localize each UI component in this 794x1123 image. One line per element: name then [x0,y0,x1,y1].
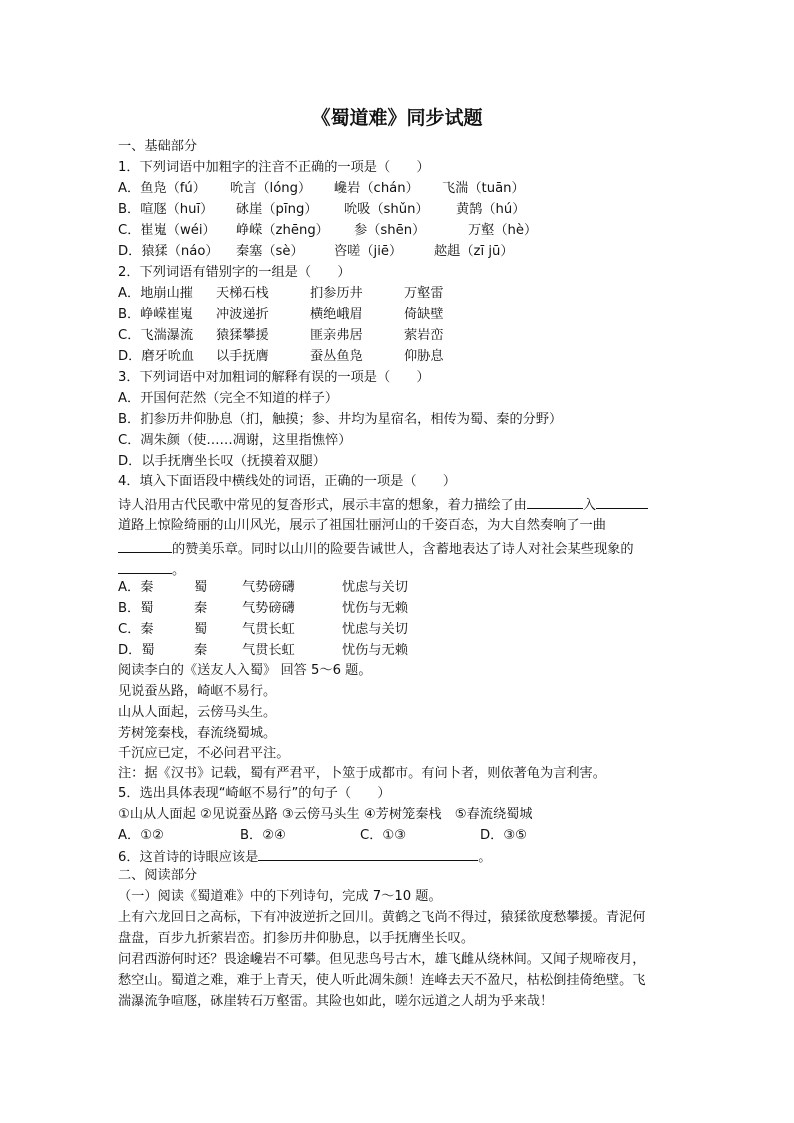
question-4-option-c: C．秦 蜀 气贯长虹 忧虑与关切 [118,622,408,637]
question-1-option-d: D．猿猱（náo） 秦塞（sè） 咨嗟（jiē） 趑趄（zī jū） [118,244,514,259]
question-1-option-b: B．喧豗（huī） 砯崖（pīng） 吮吸（shǔn） 黄鹄（hú） [118,202,526,217]
question-3-option-b: B．扪参历井仰胁息（扪，触摸；参、井均为星宿名，相传为蜀、秦的分野） [118,412,563,427]
fill-blank [596,494,648,509]
question-2-stem: 2．下列词语有错别字的一组是（ ） [118,265,351,280]
question-4-stem: 4．填入下面语段中横线处的词语，正确的一项是（ ） [118,474,457,489]
passage-line: 问君西游何时还？畏途巉岩不可攀。但见悲鸟号古木，雄飞雌从绕林间。又闻子规啼夜月， [118,952,646,967]
question-5-options: ①山从人面起 ②见说蚕丛路 ③云傍马头生 ④芳树笼秦栈 ⑤春流绕蜀城 [118,807,533,822]
reading-intro: （一）阅读《蜀道难》中的下列诗句，完成 7～10 题。 [118,889,442,904]
question-1-stem: 1．下列词语中加粗字的注音不正确的一项是（ ） [118,160,430,175]
question-5-choices: A．①② B．②④ C．①③ D．③⑤ [118,828,527,843]
poem-line: 芳树笼秦栈，春流绕蜀城。 [118,726,277,741]
question-4-option-d: D．蜀 秦 气贯长虹 忧伤与无赖 [118,643,408,658]
question-3-option-d: D．以手抚膺坐长叹（抚摸着双腿） [118,454,326,469]
question-4-passage-line-3: 的赞美乐章。同时以山川的险要告诫世人，含蓄地表达了诗人对社会某些现象的 [118,538,678,560]
question-3-stem: 3．下列词语中对加粗词的解释有误的一项是（ ） [118,370,430,385]
question-6-stem: 6．这首诗的诗眼应该是 。 [118,846,678,868]
document-title: 《蜀道难》同步试题 [311,107,483,129]
question-2-option-c: C．飞湍瀑流 猿猱攀援 匪亲弗居 萦岩峦 [118,328,444,343]
fill-blank [527,494,583,509]
question-4-passage-line-1: 诗人沿用古代民歌中常见的复沓形式，展示丰富的想象，着力描绘了由 入 [118,494,678,516]
question-4-option-a: A．秦 蜀 气势磅礴 忧虑与关切 [118,580,408,595]
fill-blank [118,538,172,553]
question-4-passage-line-4: 。 [118,559,678,581]
passage-line: 湍瀑流争喧豗，砯崖转石万壑雷。其险也如此，嗟尔远道之人胡为乎来哉！ [118,994,554,1009]
question-3-option-a: A．开国何茫然（完全不知道的样子） [118,391,339,406]
passage-line: 上有六龙回日之高标，下有冲波逆折之回川。黄鹤之飞尚不得过，猿猱欲度愁攀援。青泥何 [118,910,646,925]
section-heading-reading: 二、阅读部分 [118,868,198,883]
fill-blank [258,846,478,861]
poem-note: 注：据《汉书》记载，蜀有严君平，卜筮于成都市。有问卜者，则依著龟为言利害。 [118,766,606,781]
poem-intro: 阅读李白的《送友人入蜀》 回答 5～6 题。 [118,663,372,678]
question-2-option-a: A．地崩山摧 天梯石栈 扪参历井 万壑雷 [118,286,444,301]
question-5-stem: 5．选出具体表现“崎岖不易行”的句子（ ） [118,786,391,801]
poem-line: 见说蚕丛路，崎岖不易行。 [118,684,277,699]
question-4-option-b: B．蜀 秦 气势磅礴 忧伤与无赖 [118,601,408,616]
passage-line: 愁空山。蜀道之难，难于上青天，使人听此凋朱颜！连峰去天不盈尺，枯松倒挂倚绝壁。飞 [118,973,646,988]
section-heading-basic: 一、基础部分 [118,139,198,154]
fill-blank [118,559,172,574]
question-1-option-c: C．崔嵬（wéi） 峥嵘（zhēng） 参（shēn） 万壑（hè） [118,223,538,238]
question-2-option-d: D．磨牙吮血 以手抚膺 蚕丛鱼凫 仰胁息 [118,349,444,364]
question-3-option-c: C．凋朱颜（使……凋谢，这里指憔悴） [118,433,352,448]
question-2-option-b: B．峥嵘崔嵬 冲波递折 横绝峨眉 倚缺壁 [118,307,444,322]
poem-line: 千沉应已定，不必问君平注。 [118,746,290,761]
question-4-passage-line-2: 道路上惊险绮丽的山川风光，展示了祖国壮丽河山的千姿百态，为大自然奏响了一曲 [118,518,606,533]
passage-line: 盘盘，百步九折萦岩峦。扪参历井仰胁息，以手抚膺坐长叹。 [118,931,475,946]
question-1-option-a: A．鱼凫（fú） 吮言（lóng） 巉岩（chán） 飞湍（tuān） [118,181,525,196]
poem-line: 山从人面起，云傍马头生。 [118,705,277,720]
